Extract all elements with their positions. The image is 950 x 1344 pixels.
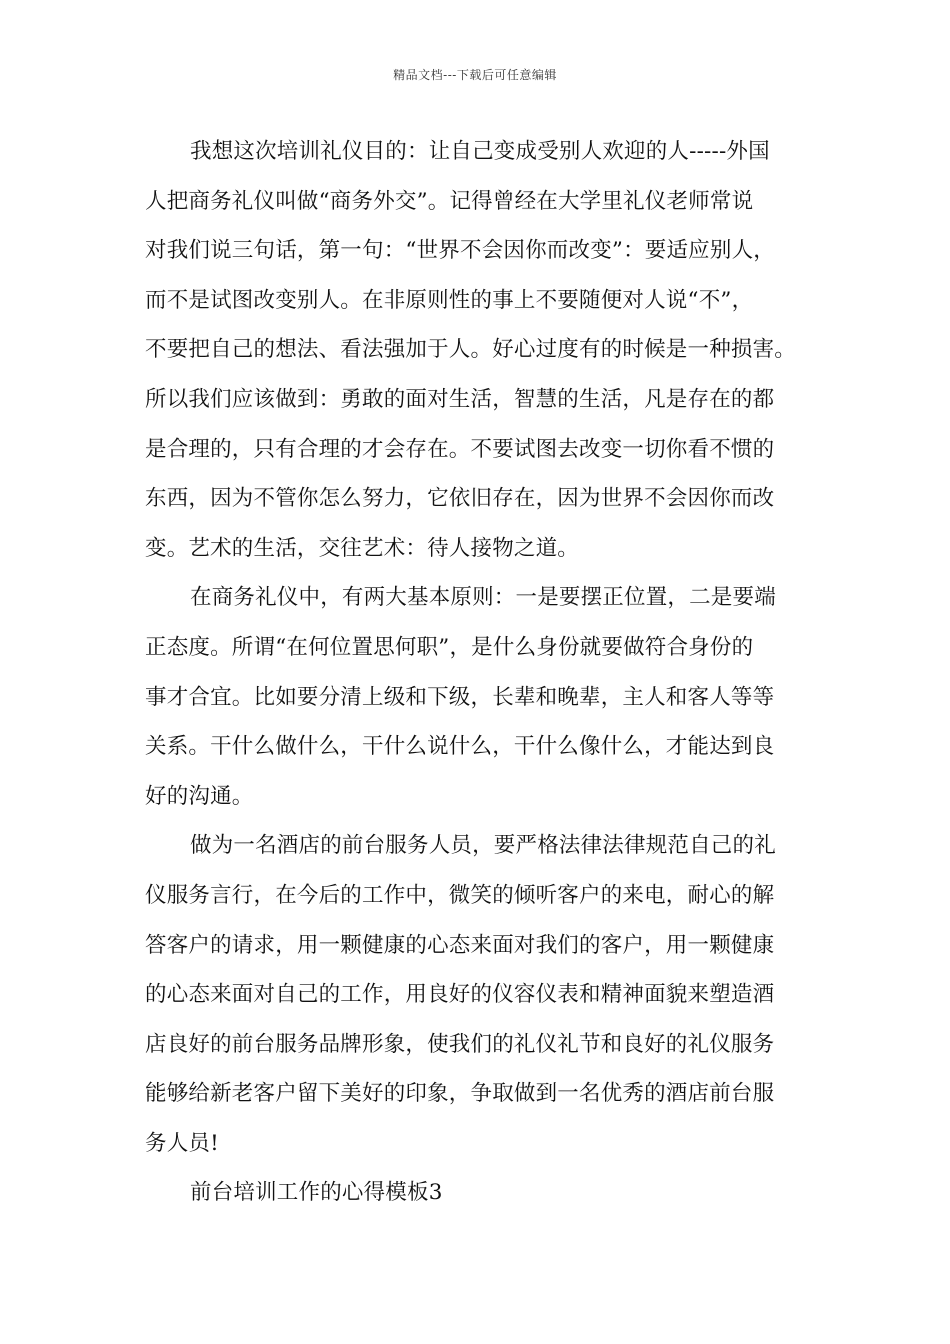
section-heading [145, 1175, 825, 1225]
paragraph-line: 而不是试图改变别人。在非原则性的事上不要随便对人说“不”， [145, 287, 754, 313]
paragraph-line: 做为一名酒店的前台服务人员，要严格法律法律规范自己的礼 [190, 833, 776, 859]
paragraph-line: 事才合宜。比如要分清上级和下级，长辈和晚辈，主人和客人等等 [145, 684, 775, 710]
paragraph-line: 东西，因为不管你怎么努力，它依旧存在，因为世界不会因你而改 [145, 486, 775, 512]
paragraph-line: 对我们说三句话，第一句：“世界不会因你而改变”：要适应别人， [145, 238, 775, 264]
paragraph-line: 不要把自己的想法、看法强加于人。好心过度有的时候是一种损害。 [145, 337, 797, 363]
paragraph-line: 好的沟通。 [145, 783, 254, 809]
paragraph-line: 是合理的，只有合理的才会存在。不要试图去改变一切你看不惯的 [145, 436, 775, 462]
paragraph-line: 店良好的前台服务品牌形象，使我们的礼仪礼节和良好的礼仪服务 [145, 1031, 775, 1057]
document-body [145, 134, 825, 1225]
paragraph-line: 变。艺术的生活，交往艺术：待人接物之道。 [145, 535, 580, 561]
paragraph-line: 的心态来面对自己的工作，用良好的仪容仪表和精神面貌来塑造酒 [145, 982, 775, 1008]
paragraph-line: 正态度。所谓“在何位置思何职”，是什么身份就要做符合身份的 [145, 634, 754, 660]
paragraph-line: 我想这次培训礼仪目的：让自己变成受别人欢迎的人-----外国 [190, 139, 770, 164]
paragraph-line: 人把商务礼仪叫做“商务外交”。记得曾经在大学里礼仪老师常说 [145, 188, 754, 214]
paragraph-3 [145, 828, 825, 1175]
paragraph-1 [145, 134, 825, 580]
paragraph-line: 务人员! [145, 1130, 219, 1156]
paragraph-line: 能够给新老客户留下美好的印象，争取做到一名优秀的酒店前台服 [145, 1081, 775, 1107]
paragraph-line: 所以我们应该做到：勇敢的面对生活，智慧的生活，凡是存在的都 [145, 386, 775, 412]
paragraph-line: 仪服务言行，在今后的工作中，微笑的倾听客户的来电，耐心的解 [145, 882, 775, 908]
paragraph-line: 在商务礼仪中，有两大基本原则：一是要摆正位置，二是要端 [190, 585, 776, 611]
page-header: 精品文档---下载后可任意编辑 [393, 68, 557, 82]
paragraph-line: 关系。干什么做什么，干什么说什么，干什么像什么，才能达到良 [145, 734, 775, 760]
paragraph-2 [145, 580, 825, 828]
paragraph-line: 答客户的请求，用一颗健康的心态来面对我们的客户，用一颗健康 [145, 932, 775, 958]
section-heading-text: 前台培训工作的心得模板3 [190, 1180, 443, 1206]
